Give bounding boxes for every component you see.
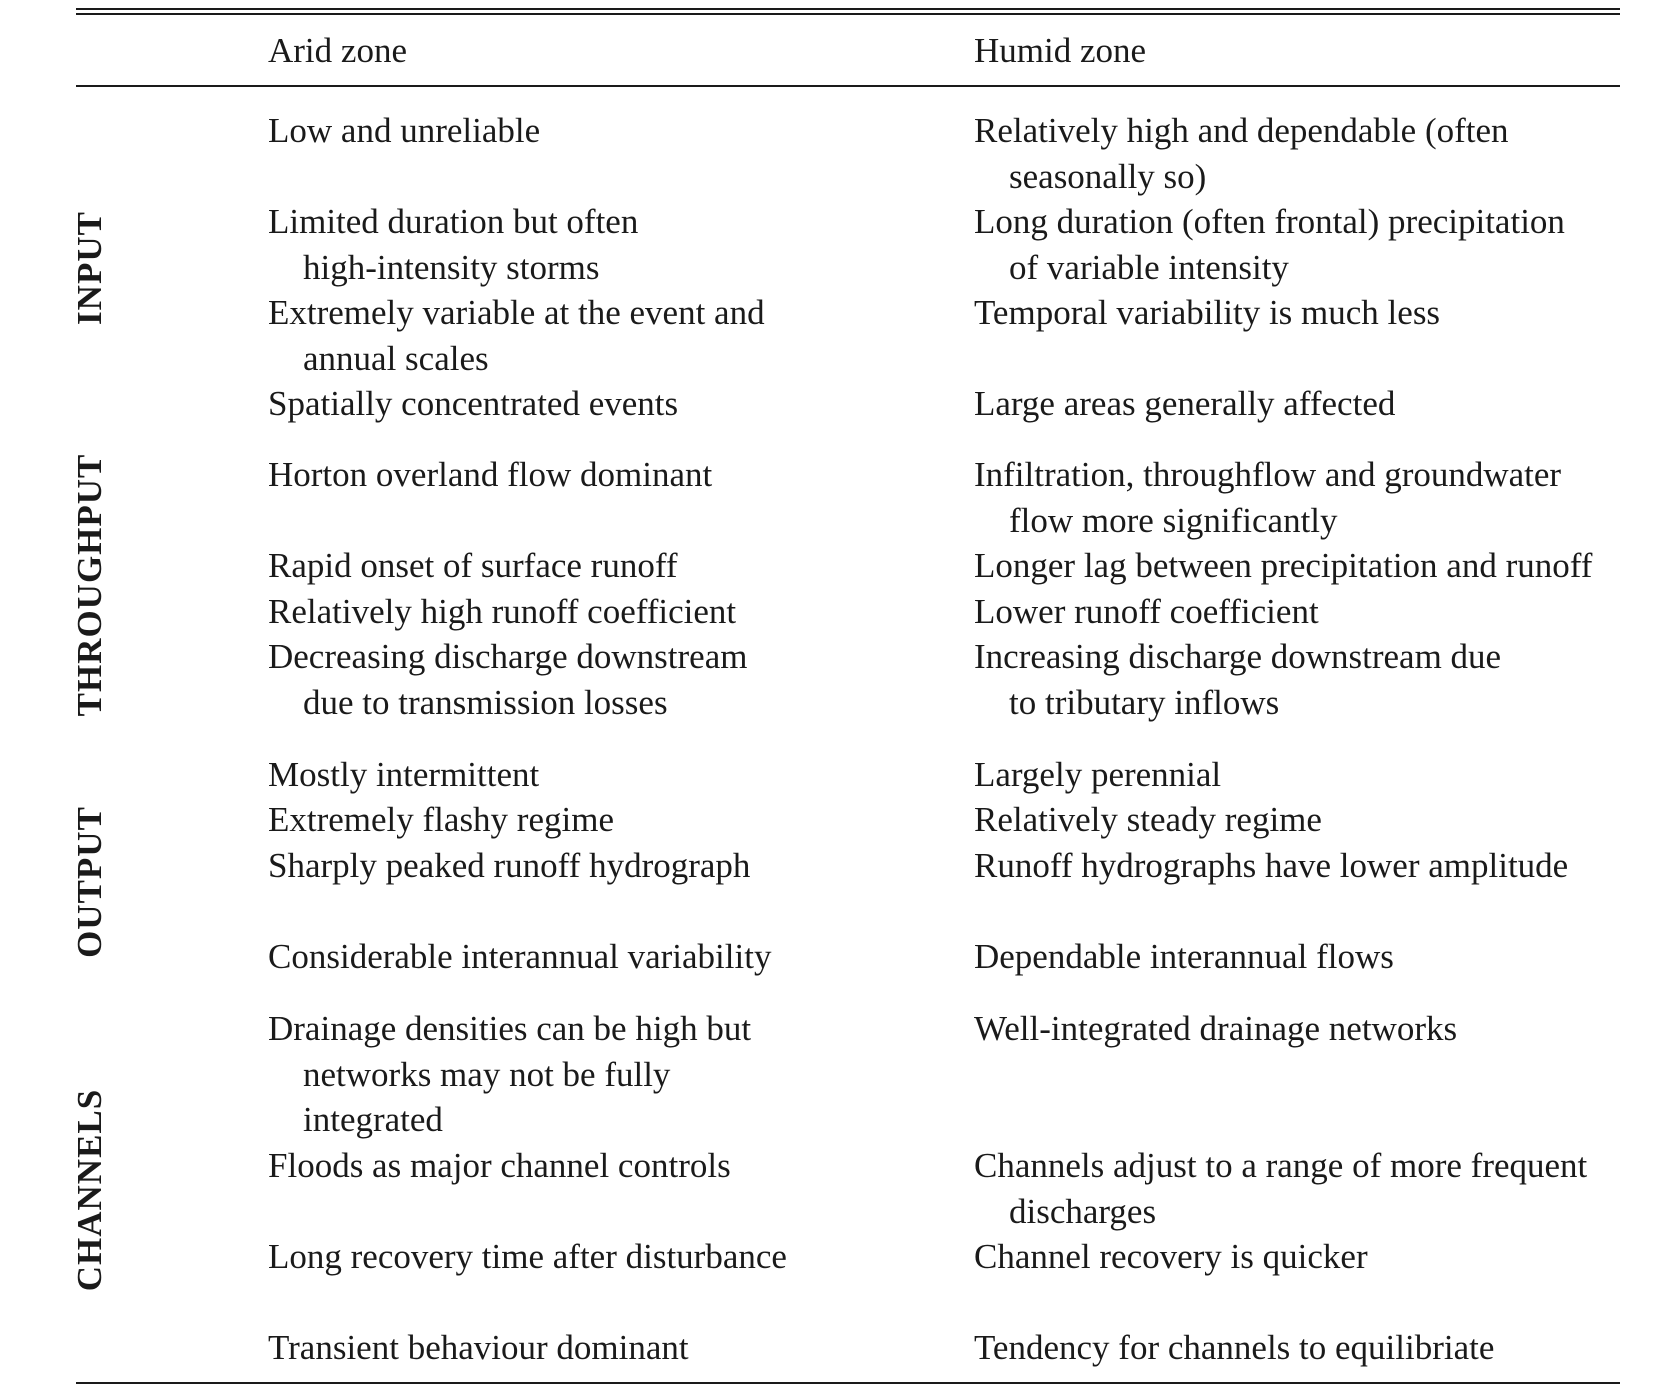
cell-humid: Infiltration, throughflow and groundwater flow more significantly bbox=[974, 455, 1562, 540]
cell-arid: Spatially concentrated events bbox=[268, 384, 679, 423]
cell-arid: Limited duration but often high-intensity storms bbox=[268, 202, 639, 287]
cell-arid: Drainage densities can be high but networks may not be fully integrated bbox=[268, 1009, 752, 1139]
header-arid: Arid zone bbox=[268, 31, 407, 70]
header-rule bbox=[76, 85, 1620, 87]
cell-humid: Long duration (often frontal) precipitation of variable intensity bbox=[974, 202, 1565, 287]
cell-arid: Decreasing discharge downstream due to transmission losses bbox=[268, 637, 748, 722]
cell-arid: Sharply peaked runoff hydrograph bbox=[268, 846, 751, 885]
cell-humid: Temporal variability is much less bbox=[974, 293, 1441, 332]
cell-arid: Mostly intermittent bbox=[268, 755, 540, 794]
cell-arid: Long recovery time after disturbance bbox=[268, 1237, 787, 1276]
cell-humid: Channels adjust to a range of more frequent discharges bbox=[974, 1146, 1588, 1231]
cell-humid: Relatively high and dependable (often seasonally so) bbox=[974, 111, 1509, 196]
cell-arid: Relatively high runoff coefficient bbox=[268, 592, 737, 631]
cell-humid: Largely perennial bbox=[974, 755, 1222, 794]
cell-arid: Transient behaviour dominant bbox=[268, 1328, 689, 1367]
cell-humid: Increasing discharge downstream due to tributary inflows bbox=[974, 637, 1502, 722]
cell-humid: Longer lag between precipitation and runoff bbox=[974, 546, 1593, 585]
bottom-rule bbox=[76, 1382, 1620, 1384]
top-rule-second bbox=[76, 13, 1620, 15]
cell-arid: Extremely variable at the event and annual scales bbox=[268, 293, 765, 378]
cell-arid: Rapid onset of surface runoff bbox=[268, 546, 678, 585]
cell-humid: Runoff hydrographs have lower amplitude bbox=[974, 846, 1569, 885]
cell-arid: Considerable interannual variability bbox=[268, 937, 772, 976]
cell-arid: Extremely flashy regime bbox=[268, 800, 614, 839]
cell-humid: Tendency for channels to equilibriate bbox=[974, 1328, 1495, 1367]
cell-humid: Large areas generally affected bbox=[974, 384, 1396, 423]
cell-humid: Relatively steady regime bbox=[974, 800, 1322, 839]
cell-arid: Low and unreliable bbox=[268, 111, 541, 150]
top-rule bbox=[76, 8, 1620, 10]
cell-humid: Dependable interannual flows bbox=[974, 937, 1394, 976]
cell-arid: Floods as major channel controls bbox=[268, 1146, 731, 1185]
header-humid: Humid zone bbox=[974, 31, 1147, 70]
cell-humid: Channel recovery is quicker bbox=[974, 1237, 1368, 1276]
cell-humid: Well-integrated drainage networks bbox=[974, 1009, 1458, 1048]
cell-arid: Horton overland flow dominant bbox=[268, 455, 713, 494]
cell-humid: Lower runoff coefficient bbox=[974, 592, 1319, 631]
